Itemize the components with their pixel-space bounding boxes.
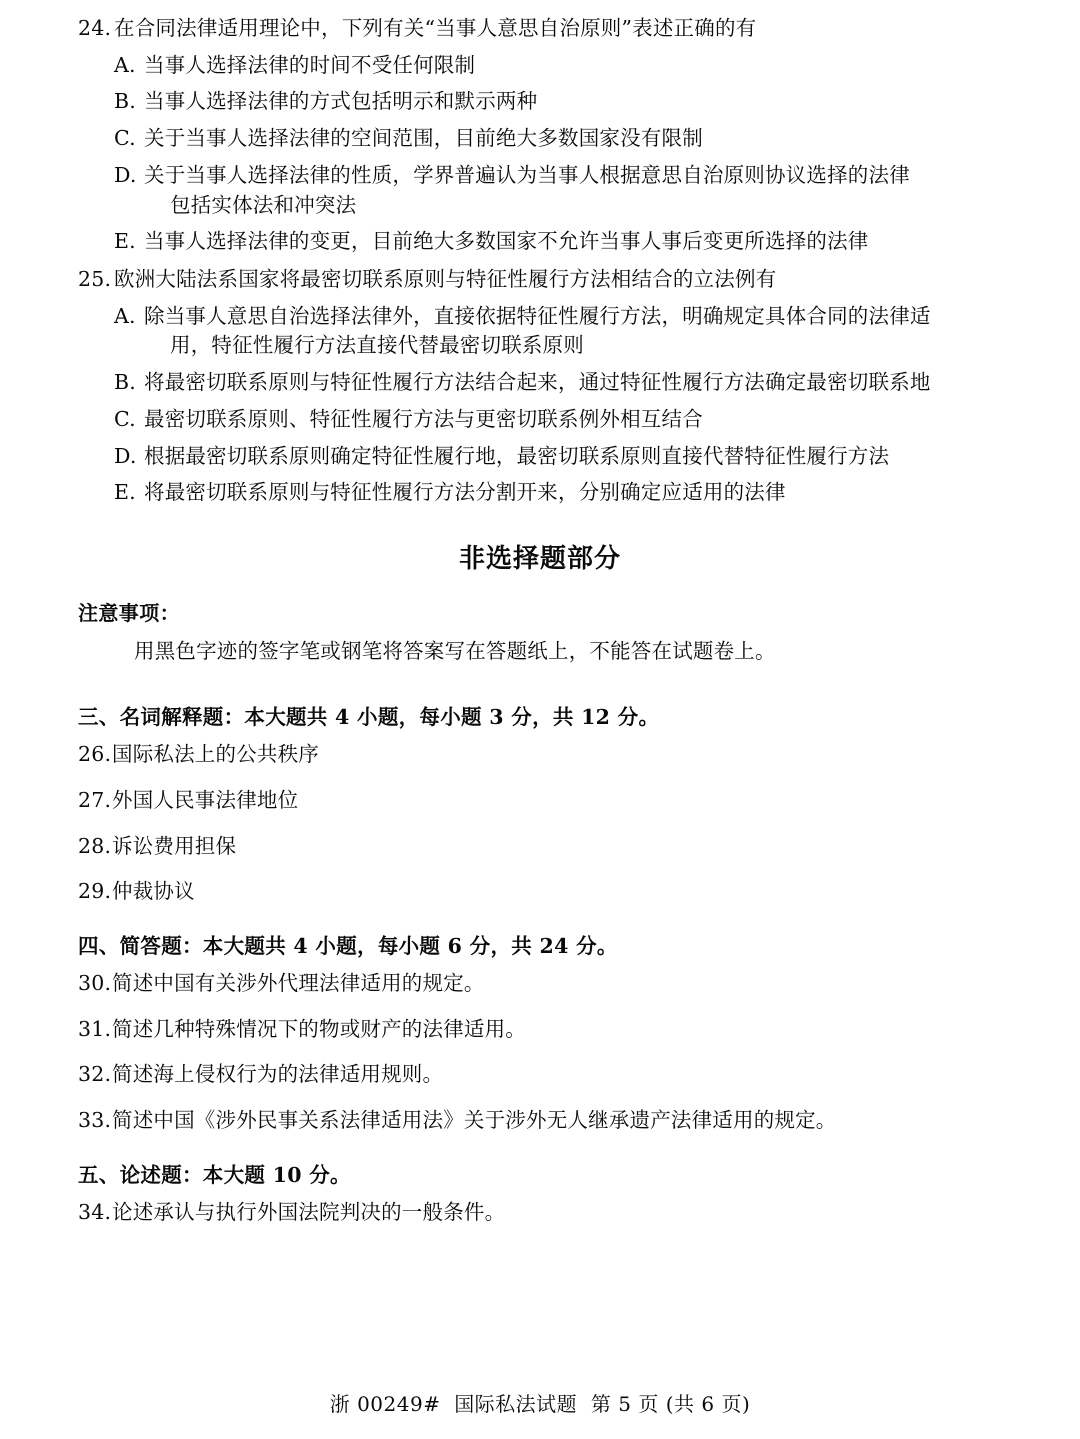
question-text: 在合同法律适用理论中，下列有关“当事人意思自治原则”表述正确的有 — [114, 16, 757, 40]
item-number: 28. — [78, 833, 112, 858]
option-row — [78, 368, 1002, 398]
question-number: 24. — [78, 16, 112, 40]
option-row — [78, 124, 1002, 154]
footer-title: 国际私法试题 — [454, 1392, 578, 1416]
item-number: 30. — [78, 970, 112, 995]
item-text: 论述承认与执行外国法院判决的一般条件。 — [112, 1199, 506, 1224]
option-line-1: 关于当事人选择法律的性质，学界普遍认为当事人根据意思自治原则协议选择的法律 — [144, 162, 910, 187]
option-label: E. — [114, 229, 136, 254]
option-row — [78, 478, 1002, 508]
page-footer — [0, 1388, 1080, 1417]
option-text: 当事人选择法律的变更，目前绝大多数国家不允许当事人事后变更所选择的法律 — [144, 229, 869, 254]
item-number: 33. — [78, 1108, 112, 1133]
list-item — [78, 786, 1002, 816]
item-text: 外国人民事法律地位 — [112, 787, 299, 812]
option-text — [144, 161, 1002, 220]
list-item — [78, 740, 1002, 770]
option-row — [78, 405, 1002, 435]
list-item — [78, 832, 1002, 862]
item-text: 简述中国有关涉外代理法律适用的规定。 — [112, 970, 485, 995]
option-label: C. — [114, 406, 136, 431]
item-number: 26. — [78, 742, 112, 767]
option-row — [78, 51, 1002, 81]
option-text — [144, 302, 1002, 361]
item-number: 31. — [78, 1016, 112, 1041]
item-text: 简述几种特殊情况下的物或财产的法律适用。 — [112, 1016, 526, 1041]
item-number: 34. — [78, 1199, 112, 1224]
question-text: 欧洲大陆法系国家将最密切联系原则与特征性履行方法相结合的立法例有 — [114, 267, 777, 292]
option-text: 当事人选择法律的时间不受任何限制 — [144, 52, 476, 77]
option-text: 根据最密切联系原则确定特征性履行地，最密切联系原则直接代替特征性履行方法 — [144, 443, 890, 468]
item-text: 国际私法上的公共秩序 — [112, 742, 319, 767]
option-label: C. — [114, 126, 136, 151]
item-number: 32. — [78, 1062, 112, 1087]
part-four-heading: 四、简答题：本大题共 4 小题，每小题 6 分，共 24 分。 — [78, 933, 618, 958]
option-row — [78, 87, 1002, 117]
item-text: 仲裁协议 — [112, 879, 195, 904]
footer-page: 第 5 页 — [590, 1392, 659, 1416]
option-label: E. — [114, 480, 136, 505]
list-item — [78, 1015, 1002, 1045]
item-text: 诉讼费用担保 — [112, 833, 237, 858]
question-block — [78, 265, 1002, 508]
option-row — [78, 442, 1002, 472]
item-text: 简述海上侵权行为的法律适用规则。 — [112, 1062, 444, 1087]
question-stem — [78, 265, 1002, 295]
question-number: 25. — [78, 267, 112, 292]
option-label: D. — [114, 162, 137, 187]
notice-heading: 注意事项： — [78, 601, 180, 626]
option-text: 最密切联系原则、特征性履行方法与更密切联系例外相互结合 — [144, 406, 703, 431]
option-label: B. — [114, 89, 136, 114]
footer-code: 浙 00249# — [329, 1392, 441, 1416]
option-row — [78, 161, 1002, 220]
footer-total: (共 6 页) — [665, 1392, 751, 1416]
question-stem — [78, 14, 1002, 44]
list-item — [78, 1060, 1002, 1090]
list-item — [78, 969, 1002, 999]
option-row — [78, 302, 1002, 361]
part-three-heading: 三、名词解释题：本大题共 4 小题，每小题 3 分，共 12 分。 — [78, 705, 660, 730]
option-text: 将最密切联系原则与特征性履行方法分割开来，分别确定应适用的法律 — [144, 480, 786, 505]
section-title: 非选择题部分 — [458, 544, 621, 575]
part-five-heading: 五、论述题：本大题 10 分。 — [78, 1162, 351, 1187]
option-line-1: 除当事人意思自治选择法律外，直接依据特征性履行方法，明确规定具体合同的法律适 — [144, 303, 931, 328]
option-label: A. — [114, 52, 136, 77]
list-item — [78, 877, 1002, 907]
item-text: 简述中国《涉外民事关系法律适用法》关于涉外无人继承遗产法律适用的规定。 — [112, 1108, 837, 1133]
option-text: 将最密切联系原则与特征性履行方法结合起来，通过特征性履行方法确定最密切联系地 — [144, 370, 931, 395]
option-label: D. — [114, 443, 137, 468]
option-line-2: 包括实体法和冲突法 — [170, 192, 357, 217]
item-number: 29. — [78, 879, 112, 904]
list-item — [78, 1106, 1002, 1136]
option-label: B. — [114, 370, 136, 395]
option-line-2: 用，特征性履行方法直接代替最密切联系原则 — [170, 333, 584, 358]
option-label: A. — [114, 303, 136, 328]
notice-body: 用黑色字迹的签字笔或钢笔将答案写在答题纸上，不能答在试题卷上。 — [134, 639, 776, 664]
item-number: 27. — [78, 787, 112, 812]
question-block — [78, 14, 1002, 257]
list-item — [78, 1198, 1002, 1228]
option-row — [78, 227, 1002, 257]
option-text: 当事人选择法律的方式包括明示和默示两种 — [144, 89, 538, 114]
option-text: 关于当事人选择法律的空间范围，目前绝大多数国家没有限制 — [144, 126, 703, 151]
